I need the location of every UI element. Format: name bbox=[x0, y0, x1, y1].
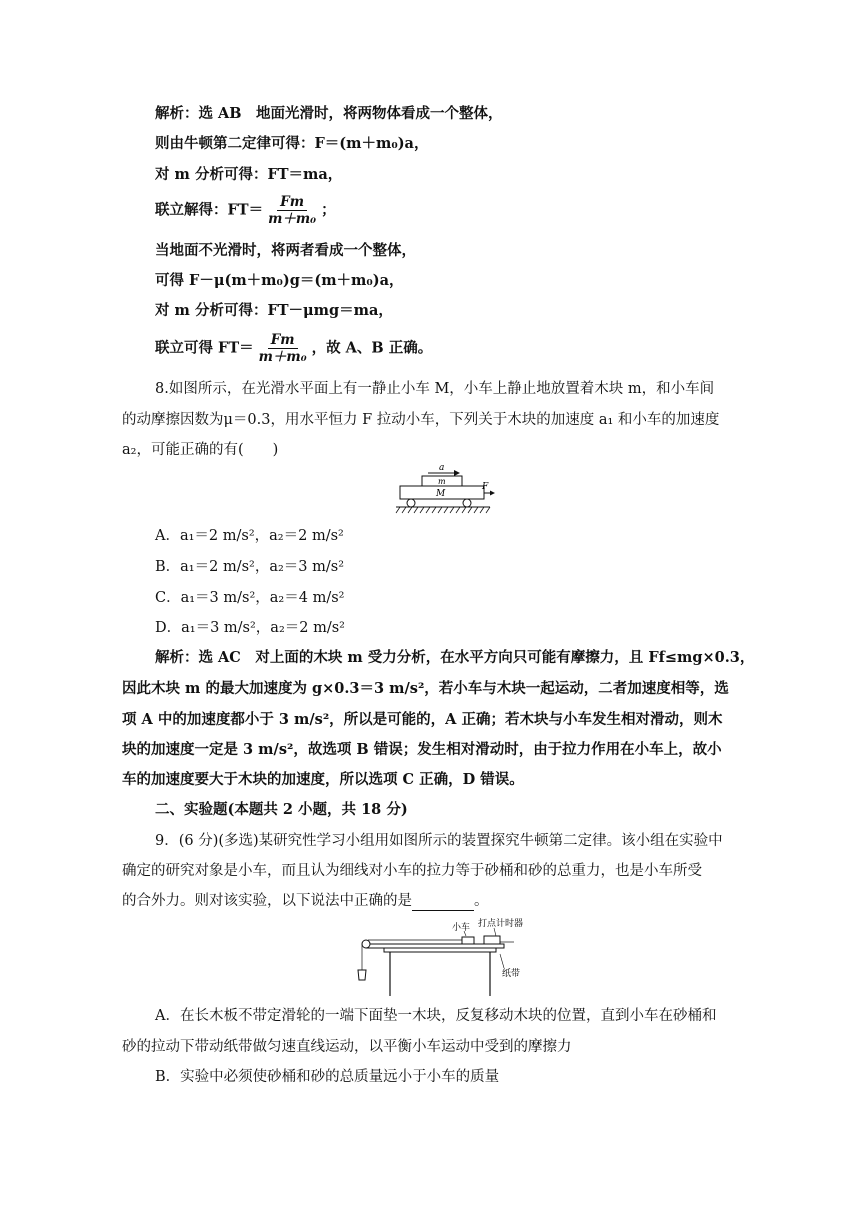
analysis7-line1 bbox=[155, 104, 503, 124]
equation-prefix: 联立解得：FT＝ bbox=[155, 201, 264, 219]
question-text: 的合外力。则对该实验，以下说法中正确的是 bbox=[122, 893, 412, 909]
analysis7-line5: 当地面不光滑时，将两者看成一个整体， bbox=[155, 242, 416, 259]
fraction-denominator: m＋m₀ bbox=[258, 349, 307, 365]
q9-option-b: B．实验中必须使砂桶和砂的总质量远小于小车的质量 bbox=[155, 1069, 500, 1085]
pulley bbox=[362, 940, 370, 948]
q8-line2: 的动摩擦因数为μ＝0.3，用水平恒力 F 拉动小车，下列关于木块的加速度 a₁ 和小车的加速度 bbox=[122, 412, 720, 428]
label-a: a bbox=[439, 463, 445, 473]
ground-hatching bbox=[396, 507, 490, 513]
q9-line2: 确定的研究对象是小车，而且认为细线对小车的拉力等于砂桶和砂的总重力，也是小车所受 bbox=[122, 863, 702, 879]
q8-option-d: D．a₁＝3 m/s²，a₂＝2 m/s² bbox=[155, 620, 345, 636]
label-cart: 小车 bbox=[452, 923, 471, 933]
fraction bbox=[265, 194, 319, 227]
fraction-numerator: Fm bbox=[277, 194, 307, 211]
analysis7-line6: 可得 F－μ(m＋m₀)g＝(m＋m₀)a， bbox=[155, 272, 404, 289]
q8-option-b: B．a₁＝2 m/s²，a₂＝3 m/s² bbox=[155, 559, 345, 575]
analysis-text: 选 AC 对上面的木块 m 受力分析，在水平方向只可能有摩擦力，且 Ff≤mg×0.3， bbox=[198, 649, 755, 666]
analysis-label: 解析： bbox=[155, 649, 199, 666]
analysis7-line3: 对 m 分析可得：FT＝ma， bbox=[155, 166, 343, 183]
analysis-text: 选 AB 地面光滑时，将两物体看成一个整体， bbox=[198, 105, 503, 122]
label-timer: 打点计时器 bbox=[478, 919, 524, 929]
fraction bbox=[256, 332, 310, 365]
wheel-right bbox=[463, 499, 471, 507]
sand-bucket bbox=[358, 970, 366, 980]
q8-analysis-line5: 车的加速度要大于木块的加速度，所以选项 C 正确，D 错误。 bbox=[122, 771, 524, 788]
q8-option-c: C．a₁＝3 m/s²，a₂＝4 m/s² bbox=[155, 590, 345, 606]
label-tape: 纸带 bbox=[502, 969, 521, 979]
q8-analysis-line3: 项 A 中的加速度都小于 3 m/s²，所以是可能的，A 正确；若木块与小车发生相对滑动，则木 bbox=[122, 711, 723, 728]
table-top bbox=[384, 948, 496, 952]
analysis7-line2: 则由牛顿第二定律可得：F＝(m＋m₀)a， bbox=[155, 135, 429, 152]
q9-option-a-line2: 砂的拉动下带动纸带做匀速直线运动，以平衡小车运动中受到的摩擦力 bbox=[122, 1039, 572, 1055]
equation-suffix: ； bbox=[321, 201, 336, 219]
wheel-left bbox=[407, 499, 415, 507]
q9-option-a-line1: A．在长木板不带定滑轮的一端下面垫一木块，反复移动木块的位置，直到小车在砂桶和 bbox=[155, 1008, 717, 1024]
analysis7-line4 bbox=[155, 194, 336, 227]
fraction-numerator: Fm bbox=[268, 332, 298, 349]
section-heading: 二、实验题(本题共 2 小题，共 18 分) bbox=[155, 801, 408, 818]
label-m: m bbox=[438, 477, 446, 486]
equation-suffix: ，故 A、B 正确。 bbox=[311, 339, 433, 357]
equation-prefix: 联立可得 FT＝ bbox=[155, 339, 254, 357]
q8-analysis-line2: 因此木块 m 的最大加速度为 g×0.3＝3 m/s²，若小车与木块一起运动，二者加速度相等，选 bbox=[122, 680, 729, 697]
question-punctuation: 。 bbox=[474, 893, 489, 909]
label-F: F bbox=[482, 482, 489, 492]
answer-blank[interactable] bbox=[412, 896, 474, 911]
q9-line3 bbox=[122, 891, 489, 911]
q8-analysis-line1 bbox=[155, 648, 754, 668]
analysis7-line8 bbox=[155, 332, 432, 365]
fraction-denominator: m＋m₀ bbox=[268, 211, 317, 227]
cart-block-figure bbox=[392, 462, 496, 518]
q8-line1: 8.如图所示，在光滑水平面上有一静止小车 M，小车上静止地放置着木块 m，和小车间 bbox=[155, 381, 715, 397]
long-board bbox=[366, 944, 504, 948]
timer bbox=[484, 936, 500, 944]
analysis-label: 解析： bbox=[155, 105, 199, 122]
analysis7-line7: 对 m 分析可得：FT－μmg＝ma， bbox=[155, 302, 393, 319]
q9-line1: 9．(6 分)(多选)某研究性学习小组用如图所示的装置探究牛顿第二定律。该小组在实验中 bbox=[155, 833, 723, 849]
cart bbox=[462, 937, 474, 944]
q8-option-a: A．a₁＝2 m/s²，a₂＝2 m/s² bbox=[155, 528, 344, 544]
label-M: M bbox=[436, 489, 446, 499]
q8-line3: a₂，可能正确的有( ) bbox=[122, 442, 279, 458]
q8-analysis-line4: 块的加速度一定是 3 m/s²，故选项 B 错误；发生相对滑动时，由于拉力作用在小车上，故小 bbox=[122, 741, 722, 758]
experiment-apparatus-figure bbox=[354, 918, 534, 998]
